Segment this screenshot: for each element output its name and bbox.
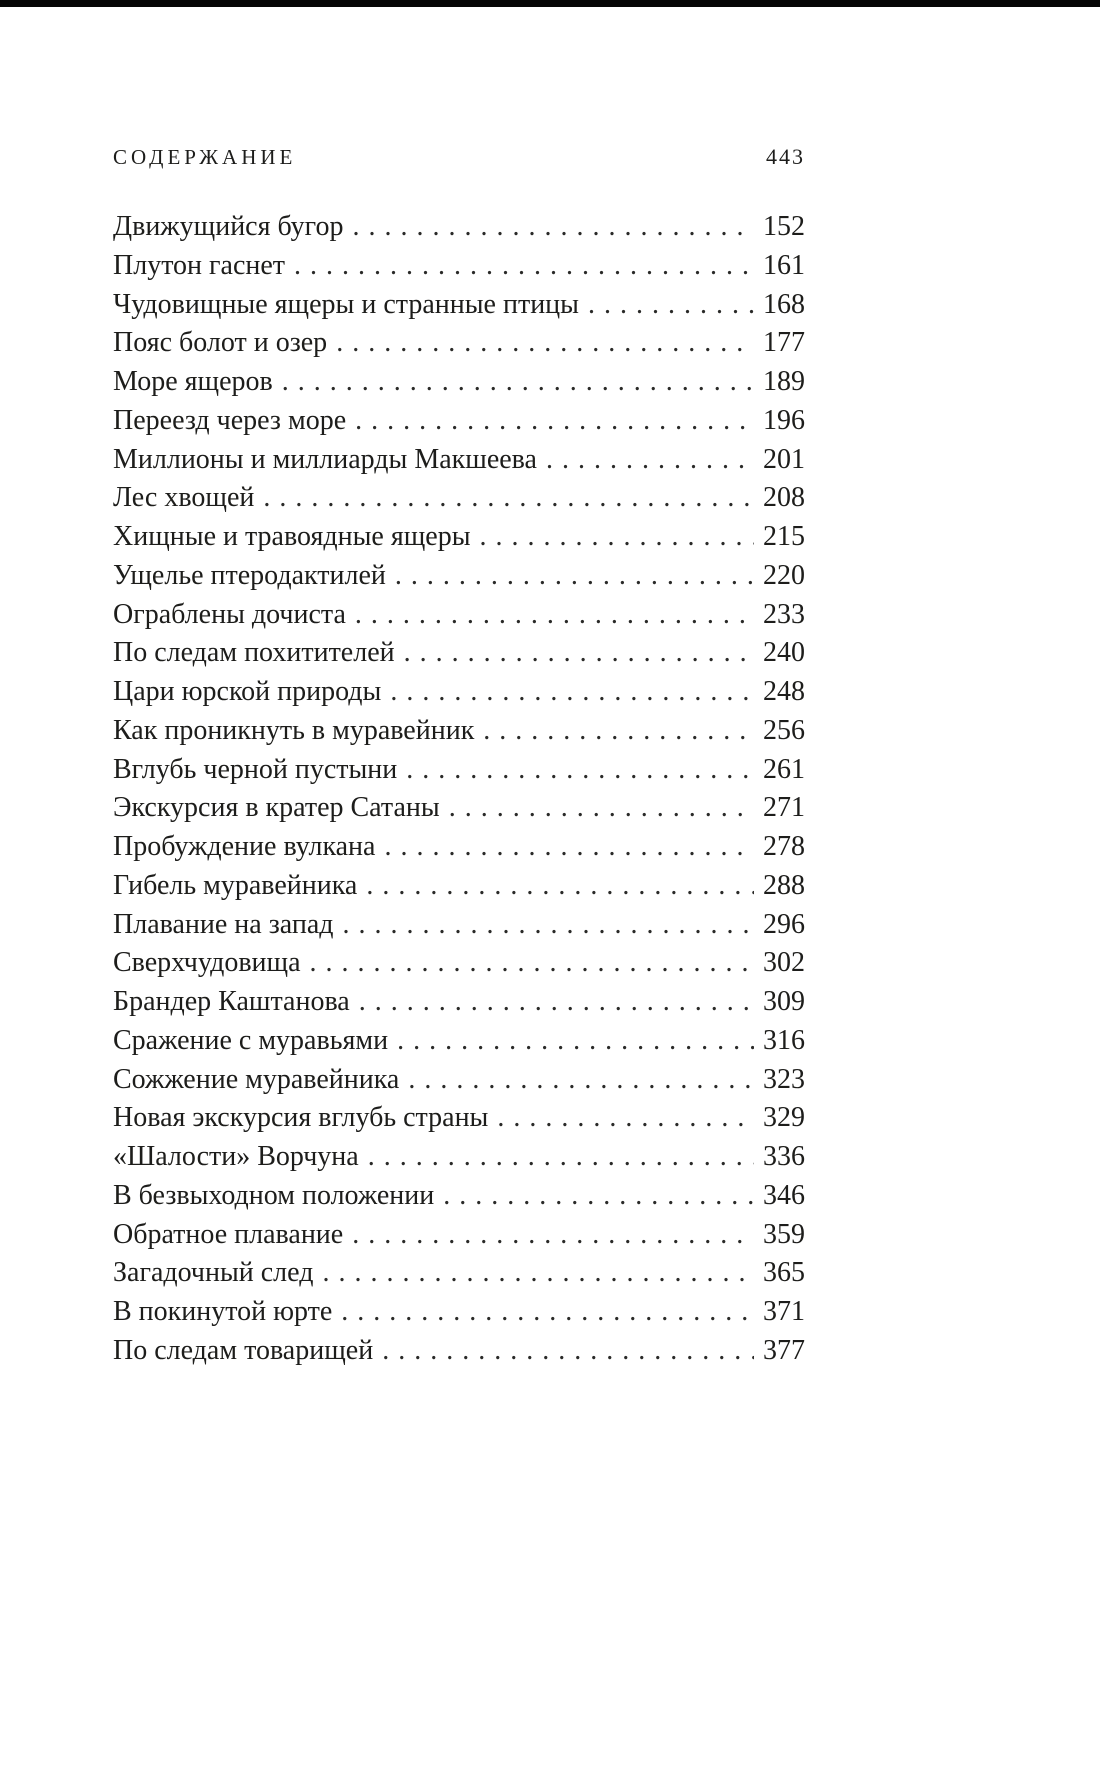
dot-leader [263, 479, 754, 518]
dot-leader [382, 1332, 754, 1371]
toc-row [113, 673, 805, 712]
dot-leader [546, 441, 754, 480]
toc-entry-title: Обратное плавание [113, 1218, 344, 1250]
dot-leader [497, 1099, 754, 1138]
dot-leader [397, 1022, 754, 1061]
toc-row [113, 441, 805, 480]
toc-row [113, 557, 805, 596]
dot-leader [395, 557, 754, 596]
toc-row [113, 208, 805, 247]
toc-entry-page: 196 [763, 404, 805, 436]
toc-entry-title: Чудовищные ящеры и странные птицы [113, 288, 579, 320]
toc-entry-page: 240 [763, 637, 805, 669]
toc-entry-title: Как проникнуть в муравейник [113, 714, 475, 746]
toc-row [113, 1177, 805, 1216]
toc-entry-page: 346 [763, 1179, 805, 1211]
toc-entry-page: 377 [763, 1334, 805, 1366]
toc-row [113, 1216, 805, 1255]
dot-leader [406, 751, 754, 790]
toc-row [113, 906, 805, 945]
toc-entry-page: 323 [763, 1063, 805, 1095]
toc-row [113, 596, 805, 635]
toc-row [113, 363, 805, 402]
toc-entry-page: 168 [763, 288, 805, 320]
toc-entry-title: В безвыходном положении [113, 1179, 435, 1211]
dot-leader [355, 402, 754, 441]
toc-entry-page: 215 [763, 521, 805, 552]
toc-entry-title: Новая экскурсия вглубь страны [113, 1102, 489, 1134]
toc-row [113, 789, 805, 828]
toc-entry-title: Движущийся бугор [113, 211, 344, 242]
toc-entry-title: Вглубь черной пустыни [113, 753, 398, 785]
toc-entry-page: 161 [763, 249, 805, 281]
toc-row [113, 479, 805, 518]
toc-row [113, 712, 805, 751]
dot-leader [588, 286, 754, 325]
toc-row [113, 828, 805, 867]
toc-entry-title: Ограблены дочиста [113, 598, 346, 630]
toc-entry-page: 261 [763, 753, 805, 785]
toc-entry-page: 371 [763, 1296, 805, 1327]
toc-entry-page: 233 [763, 598, 805, 630]
dot-leader [294, 247, 754, 286]
toc-entry-page: 256 [763, 714, 805, 746]
toc-row [113, 634, 805, 673]
toc-row [113, 518, 805, 557]
toc-row [113, 867, 805, 906]
dot-leader [343, 906, 755, 945]
toc-entry-page: 336 [763, 1141, 805, 1172]
dot-leader [368, 1138, 754, 1177]
dot-leader [282, 363, 754, 402]
toc-row [113, 1099, 805, 1138]
dot-leader [449, 789, 754, 828]
book-page [113, 0, 805, 1371]
dot-leader [352, 208, 754, 247]
toc-row [113, 1254, 805, 1293]
toc-entry-title: Цари юрской природы [113, 676, 382, 707]
dot-leader [480, 518, 754, 557]
toc-row [113, 1138, 805, 1177]
toc-entry-title: Море ящеров [113, 366, 273, 397]
toc-row [113, 1293, 805, 1332]
toc-entry-title: Сожжение муравейника [113, 1063, 400, 1095]
toc-entry-title: Пробуждение вулкана [113, 831, 376, 862]
toc-entry-title: Хищные и травоядные ящеры [113, 521, 471, 552]
toc-entry-page: 359 [763, 1218, 805, 1250]
toc-entry-title: «Шалости» Ворчуна [113, 1141, 359, 1172]
dot-leader [404, 634, 754, 673]
toc-row [113, 1022, 805, 1061]
toc-entry-page: 271 [763, 792, 805, 824]
toc-row [113, 944, 805, 983]
toc-entry-page: 296 [763, 908, 805, 940]
toc-entry-page: 316 [763, 1024, 805, 1056]
dot-leader [483, 712, 754, 751]
toc-entry-title: По следам товарищей [113, 1334, 374, 1366]
toc-list [113, 208, 805, 1371]
running-title: СОДЕРЖАНИЕ [113, 145, 297, 169]
toc-entry-title: Пояс болот и озер [113, 327, 328, 359]
toc-entry-title: Брандер Каштанова [113, 986, 350, 1017]
dot-leader [352, 1216, 754, 1255]
toc-entry-page: 288 [763, 869, 805, 901]
page-number: 443 [766, 144, 805, 169]
toc-row [113, 247, 805, 286]
toc-entry-page: 278 [763, 831, 805, 862]
toc-entry-page: 329 [763, 1102, 805, 1134]
toc-entry-page: 248 [763, 676, 805, 707]
dot-leader [336, 324, 754, 363]
toc-entry-title: Ущелье птеродактилей [113, 559, 386, 591]
dot-leader [341, 1293, 754, 1332]
toc-entry-title: Сверхчудовища [113, 947, 301, 979]
toc-entry-page: 189 [763, 366, 805, 397]
toc-entry-title: Сражение с муравьями [113, 1024, 389, 1056]
toc-entry-page: 152 [763, 211, 805, 242]
toc-entry-page: 309 [763, 986, 805, 1017]
toc-entry-page: 201 [763, 443, 805, 475]
toc-row [113, 751, 805, 790]
toc-entry-title: В покинутой юрте [113, 1296, 333, 1327]
dot-leader [359, 983, 754, 1022]
dot-leader [384, 828, 754, 867]
toc-row [113, 402, 805, 441]
toc-entry-title: Загадочный след [113, 1257, 314, 1289]
toc-entry-title: По следам похитителей [113, 637, 395, 669]
toc-entry-title: Плутон гаснет [113, 249, 286, 281]
toc-entry-page: 220 [763, 559, 805, 591]
toc-entry-title: Гибель муравейника [113, 869, 358, 901]
toc-entry-title: Миллионы и миллиарды Макшеева [113, 443, 537, 475]
dot-leader [443, 1177, 754, 1216]
toc-entry-page: 208 [763, 482, 805, 514]
toc-entry-title: Экскурсия в кратер Сатаны [113, 792, 440, 824]
toc-entry-page: 365 [763, 1257, 805, 1289]
toc-row [113, 983, 805, 1022]
toc-entry-title: Плавание на запад [113, 908, 334, 940]
toc-row [113, 324, 805, 363]
toc-row [113, 1061, 805, 1100]
dot-leader [322, 1254, 754, 1293]
toc-row [113, 1332, 805, 1371]
dot-leader [366, 867, 754, 906]
page-header [113, 144, 805, 170]
dot-leader [408, 1061, 754, 1100]
dot-leader [390, 673, 754, 712]
toc-entry-page: 302 [763, 947, 805, 979]
toc-entry-title: Лес хвощей [113, 482, 255, 514]
toc-entry-page: 177 [763, 327, 805, 359]
toc-row [113, 286, 805, 325]
dot-leader [310, 944, 754, 983]
dot-leader [355, 596, 754, 635]
toc-entry-title: Переезд через море [113, 404, 347, 436]
